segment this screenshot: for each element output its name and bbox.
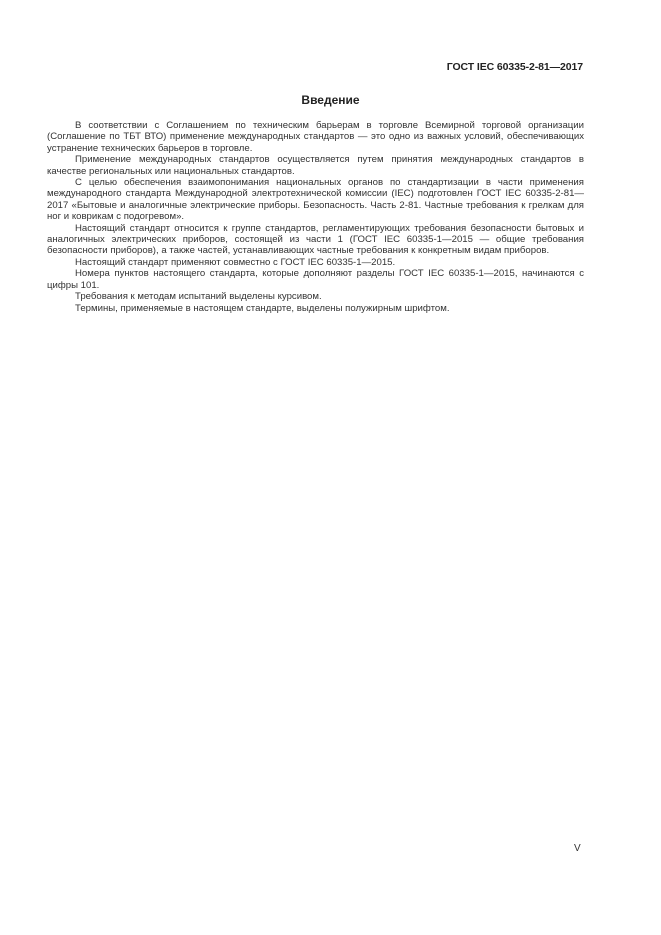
paragraph-terms-bold: Термины, применяемые в настоящем стандарте, выделены полужирным шрифтом. [75,302,450,314]
paragraph-wto-agreement: В соответствии с Соглашением по техническим барьерам в торговле Всемирной торговой организации (Соглашение по ТБТ ВТО) применение международных стандартов — это одно из важных условий, обеспечивающих устранение технических барьеров в торговле. [47,120,584,154]
section-title: Введение [301,93,360,107]
introduction-body [47,120,584,314]
paragraph-test-methods-italic: Требования к методам испытаний выделены курсивом. [75,291,322,303]
page-number: V [574,843,581,854]
document-code-header: ГОСТ IEC 60335-2-81—2017 [446,61,583,73]
paragraph-used-with: Настоящий стандарт применяют совместно с ГОСТ IEC 60335-1—2015. [75,256,396,268]
paragraph-international-standards: Применение международных стандартов осуществляется путем принятия международных стандартов в качестве региональных или национальных стандартов. [47,154,584,177]
paragraph-standard-group: Настоящий стандарт относится к группе стандартов, регламентирующих требования безопасности бытовых и аналогичных электрических приборов, состоящей из части 1 (ГОСТ IEC 60335-1—2015 — общие требования безопасности приборов), а также частей, устанавливающих частные требования к конкретным видам приборов. [47,222,584,257]
paragraph-clause-numbering: Номера пунктов настоящего стандарта, которые дополняют разделы ГОСТ IEC 60335-1—2015, начинаются с цифры 101. [47,268,584,291]
paragraph-purpose: С целью обеспечения взаимопонимания национальных органов по стандартизации в части применения международного стандарта Международной электротехнической комиссии (IEC) подготовлен ГОСТ IEC 60335-2-81—2017 «Бытовые и аналогичные электрические приборы. Безопасность. Часть 2-81. Частные требования к грелкам для ног и коврикам с подогревом». [47,177,584,223]
